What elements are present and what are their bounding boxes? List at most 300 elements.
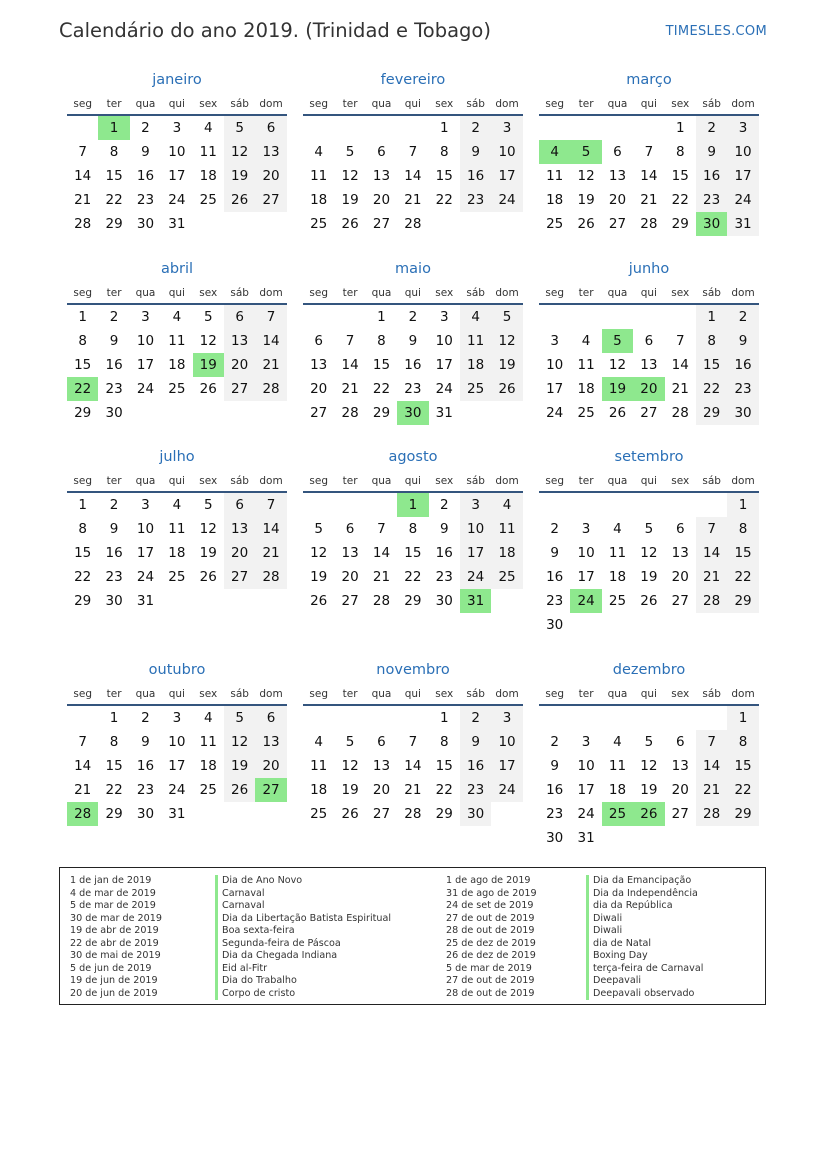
legend-holiday-name: Boa sexta-feira [215, 925, 391, 938]
legend-holiday-name: dia da República [586, 900, 703, 913]
month-11 [539, 662, 759, 850]
day-cell: 20 [310, 381, 328, 397]
empty-cell [366, 116, 397, 140]
day-cell: 20 [224, 541, 255, 565]
weekday-label: dom [495, 688, 519, 700]
day-cell: 24 [136, 569, 155, 585]
day-cell: 24 [136, 381, 155, 397]
day-cell: 3 [550, 333, 559, 349]
legend-holiday-name: Dia da Libertação Batista Espiritual [215, 913, 391, 926]
day-cell: 19 [341, 192, 359, 208]
legend-holiday-date: 5 de mar de 2019 [70, 900, 156, 911]
month-name: fevereiro [380, 72, 446, 88]
day-cell: 8 [408, 521, 418, 537]
day-cell: 19 [224, 164, 255, 188]
day-cell: 6 [314, 333, 323, 349]
day-cell: 10 [168, 734, 186, 750]
day-cell: 15 [74, 545, 92, 561]
day-cell: 17 [577, 569, 595, 585]
legend-right-dates [446, 875, 537, 1000]
empty-cell [570, 116, 601, 140]
week-row [539, 541, 759, 565]
day-cell: 18 [310, 192, 328, 208]
week-row [303, 188, 523, 212]
weekday-label: seg [309, 287, 328, 299]
month-days [303, 305, 523, 425]
day-cell: 9 [550, 758, 559, 774]
empty-cell [602, 493, 633, 517]
empty-cell [303, 706, 334, 730]
day-cell: 8 [675, 144, 685, 160]
empty-cell [539, 116, 570, 140]
weekday-label: sex [435, 475, 454, 487]
day-cell: 7 [696, 517, 727, 541]
legend-holiday-date: 24 de set de 2019 [446, 900, 534, 911]
day-cell: 29 [74, 593, 92, 609]
day-cell: 17 [435, 357, 453, 373]
day-cell: 20 [255, 754, 286, 778]
week-row [67, 706, 287, 730]
weekday-label: qua [607, 287, 628, 299]
weekday-label: ter [106, 98, 122, 110]
day-cell: 3 [172, 120, 182, 136]
weekday-header [539, 285, 759, 305]
day-cell: 21 [341, 381, 359, 397]
legend-holiday-name: Deepavali [586, 975, 703, 988]
day-cell: 7 [345, 333, 355, 349]
day-cell: 11 [168, 333, 186, 349]
weekday-label: qua [607, 688, 628, 700]
weekday-label: dom [495, 287, 519, 299]
holiday-day-cell: 19 [602, 377, 633, 401]
day-cell: 2 [727, 305, 758, 329]
empty-cell [491, 401, 522, 425]
legend-holiday-name: Eid al-Fitr [215, 963, 391, 976]
empty-cell [224, 589, 255, 613]
weekday-label: seg [545, 98, 564, 110]
day-cell: 13 [671, 545, 689, 561]
week-row [67, 730, 287, 754]
day-cell: 18 [460, 353, 491, 377]
day-cell: 10 [435, 333, 453, 349]
day-cell: 25 [310, 806, 328, 822]
day-cell: 30 [105, 405, 123, 421]
empty-cell [334, 706, 365, 730]
empty-cell [224, 802, 255, 826]
day-cell: 29 [105, 806, 123, 822]
day-cell: 8 [109, 734, 119, 750]
week-row [303, 754, 523, 778]
day-cell: 17 [136, 357, 155, 373]
day-cell: 12 [199, 521, 217, 537]
week-row [539, 802, 759, 826]
day-cell: 13 [341, 545, 359, 561]
day-cell: 14 [404, 758, 422, 774]
day-cell: 15 [696, 353, 727, 377]
day-cell: 22 [404, 569, 422, 585]
day-cell: 31 [727, 212, 758, 236]
day-cell: 26 [224, 188, 255, 212]
holiday-day-cell: 22 [67, 377, 98, 401]
empty-cell [633, 305, 664, 329]
legend-holiday-name: Dia da Independência [586, 888, 703, 901]
day-cell: 15 [727, 754, 758, 778]
legend-holiday-name: Carnaval [215, 900, 391, 913]
day-cell: 5 [203, 497, 213, 513]
day-cell: 30 [460, 802, 491, 826]
day-cell: 18 [491, 541, 522, 565]
weekday-label: qui [168, 98, 185, 110]
day-cell: 23 [460, 188, 491, 212]
day-cell: 23 [105, 569, 123, 585]
day-cell: 23 [546, 806, 564, 822]
legend-holiday-name: terça-feira de Carnaval [586, 963, 703, 976]
empty-cell [303, 116, 334, 140]
legend-holiday-date: 20 de jun de 2019 [70, 987, 158, 999]
day-cell: 21 [74, 192, 92, 208]
day-cell: 20 [341, 569, 359, 585]
weekday-label: sáb [230, 98, 249, 110]
day-cell: 22 [727, 565, 758, 589]
day-cell: 14 [696, 541, 727, 565]
day-cell: 6 [224, 305, 255, 329]
weekday-label: sáb [702, 475, 721, 487]
month-7 [303, 449, 523, 613]
week-row [539, 706, 759, 730]
day-cell: 15 [105, 168, 123, 184]
empty-cell [366, 706, 397, 730]
weekday-label: sex [199, 688, 218, 700]
day-cell: 21 [696, 778, 727, 802]
weekday-label: dom [259, 475, 283, 487]
day-cell: 28 [255, 377, 286, 401]
day-cell: 1 [439, 120, 449, 136]
day-cell: 20 [372, 782, 391, 798]
day-cell: 7 [644, 144, 654, 160]
empty-cell [665, 826, 696, 850]
day-cell: 18 [199, 168, 217, 184]
day-cell: 13 [372, 168, 391, 184]
week-row [67, 353, 287, 377]
day-cell: 22 [435, 782, 453, 798]
day-cell: 11 [168, 521, 186, 537]
weekday-label: dom [495, 475, 519, 487]
day-cell: 31 [168, 806, 186, 822]
day-cell: 11 [608, 758, 627, 774]
legend-holiday-name: Boxing Day [586, 950, 703, 963]
weekday-label: sex [671, 98, 690, 110]
day-cell: 30 [546, 830, 564, 846]
day-cell: 9 [408, 333, 418, 349]
legend-holiday-name: Deepavali observado [586, 988, 703, 1001]
holiday-day-cell: 25 [602, 802, 633, 826]
day-cell: 20 [671, 569, 689, 585]
legend-holiday-date: 1 de ago de 2019 [446, 875, 531, 886]
day-cell: 23 [105, 381, 123, 397]
legend-right-names [586, 875, 703, 1000]
weekday-label: qui [404, 287, 421, 299]
day-cell: 8 [109, 144, 119, 160]
day-cell: 1 [675, 120, 685, 136]
legend-holiday-name: dia de Natal [586, 938, 703, 951]
day-cell: 12 [608, 357, 627, 373]
holiday-day-cell: 5 [570, 140, 601, 164]
weekday-header [539, 686, 759, 706]
legend-holiday-name: Segunda-feira de Páscoa [215, 938, 391, 951]
week-row [303, 140, 523, 164]
day-cell: 25 [460, 377, 491, 401]
week-row [67, 329, 287, 353]
day-cell: 17 [168, 168, 186, 184]
day-cell: 26 [199, 569, 217, 585]
day-cell: 4 [491, 493, 522, 517]
day-cell: 14 [696, 754, 727, 778]
empty-cell [633, 706, 664, 730]
day-cell: 7 [255, 493, 286, 517]
day-cell: 9 [727, 329, 758, 353]
day-cell: 8 [439, 144, 449, 160]
empty-cell [602, 706, 633, 730]
day-cell: 13 [608, 168, 627, 184]
day-cell: 29 [74, 405, 92, 421]
holiday-day-cell: 1 [98, 116, 129, 140]
day-cell: 26 [341, 806, 359, 822]
day-cell: 29 [404, 593, 422, 609]
day-cell: 31 [136, 593, 155, 609]
weekday-header [539, 473, 759, 493]
day-cell: 1 [727, 706, 758, 730]
empty-cell [255, 401, 286, 425]
day-cell: 27 [255, 188, 286, 212]
day-cell: 2 [408, 309, 418, 325]
month-name: janeiro [152, 72, 202, 88]
day-cell: 21 [696, 565, 727, 589]
day-cell: 23 [136, 192, 155, 208]
month-name: junho [628, 261, 670, 277]
legend-holiday-date: 30 de mai de 2019 [70, 950, 161, 961]
day-cell: 4 [172, 309, 182, 325]
day-cell: 28 [404, 216, 422, 232]
day-cell: 7 [78, 144, 87, 160]
day-cell: 12 [310, 545, 328, 561]
weekday-label: sáb [466, 98, 485, 110]
day-cell: 30 [136, 216, 155, 232]
empty-cell [303, 493, 334, 517]
day-cell: 13 [671, 758, 689, 774]
legend-holiday-date: 25 de dez de 2019 [446, 937, 536, 949]
day-cell: 8 [727, 730, 758, 754]
week-row [539, 754, 759, 778]
day-cell: 23 [136, 782, 155, 798]
day-cell: 27 [224, 377, 255, 401]
day-cell: 1 [109, 710, 119, 726]
day-cell: 16 [136, 168, 155, 184]
weekday-label: dom [731, 475, 755, 487]
week-row [67, 589, 287, 613]
day-cell: 12 [640, 545, 658, 561]
empty-cell [633, 613, 664, 637]
day-cell: 15 [671, 168, 689, 184]
day-cell: 30 [546, 617, 564, 633]
day-cell: 25 [546, 216, 564, 232]
day-cell: 24 [727, 188, 758, 212]
month-3 [67, 261, 287, 425]
day-cell: 10 [168, 144, 186, 160]
legend-holiday-date: 5 de jun de 2019 [70, 962, 152, 974]
day-cell: 9 [460, 730, 491, 754]
weekday-label: dom [259, 688, 283, 700]
day-cell: 3 [491, 116, 522, 140]
day-cell: 3 [439, 309, 449, 325]
day-cell: 5 [644, 521, 654, 537]
day-cell: 1 [78, 309, 87, 325]
legend-holiday-name: Dia do Trabalho [215, 975, 391, 988]
day-cell: 24 [491, 188, 522, 212]
day-cell: 11 [310, 168, 328, 184]
day-cell: 3 [581, 734, 591, 750]
weekday-label: seg [545, 475, 564, 487]
day-cell: 12 [577, 168, 595, 184]
day-cell: 27 [608, 216, 627, 232]
day-cell: 3 [460, 493, 491, 517]
weekday-label: seg [545, 688, 564, 700]
day-cell: 8 [78, 521, 87, 537]
day-cell: 12 [341, 758, 359, 774]
day-cell: 2 [550, 734, 559, 750]
week-row [539, 613, 759, 637]
week-row [67, 778, 287, 802]
week-row [303, 541, 523, 565]
day-cell: 23 [727, 377, 758, 401]
week-row [303, 802, 523, 826]
month-name: outubro [148, 662, 206, 678]
week-row [303, 401, 523, 425]
day-cell: 18 [608, 782, 627, 798]
day-cell: 14 [341, 357, 359, 373]
day-cell: 14 [255, 517, 286, 541]
day-cell: 19 [199, 545, 217, 561]
day-cell: 24 [546, 405, 564, 421]
day-cell: 9 [109, 333, 119, 349]
day-cell: 6 [377, 144, 386, 160]
day-cell: 20 [224, 353, 255, 377]
day-cell: 16 [105, 357, 123, 373]
day-cell: 14 [372, 545, 391, 561]
month-days [539, 493, 759, 637]
day-cell: 27 [224, 565, 255, 589]
empty-cell [539, 493, 570, 517]
holiday-day-cell: 20 [633, 377, 664, 401]
empty-cell [696, 613, 727, 637]
day-cell: 16 [460, 164, 491, 188]
weekday-label: sex [199, 98, 218, 110]
month-9 [67, 662, 287, 826]
week-row [539, 377, 759, 401]
empty-cell [539, 305, 570, 329]
month-name: setembro [614, 449, 684, 465]
day-cell: 15 [435, 758, 453, 774]
weekday-label: qui [640, 475, 657, 487]
day-cell: 10 [577, 758, 595, 774]
holiday-day-cell: 24 [570, 589, 601, 613]
day-cell: 17 [491, 754, 522, 778]
weekday-label: sáb [466, 475, 485, 487]
weekday-label: sáb [702, 287, 721, 299]
day-cell: 6 [255, 706, 286, 730]
day-cell: 3 [172, 710, 182, 726]
day-cell: 17 [136, 545, 155, 561]
day-cell: 8 [377, 333, 386, 349]
month-days [67, 116, 287, 236]
day-cell: 2 [460, 706, 491, 730]
weekday-label: sáb [230, 688, 249, 700]
weekday-label: seg [73, 475, 92, 487]
weekday-label: ter [106, 287, 122, 299]
day-cell: 25 [577, 405, 595, 421]
legend-holiday-date: 19 de abr de 2019 [70, 925, 159, 936]
week-row [539, 140, 759, 164]
week-row [67, 565, 287, 589]
empty-cell [460, 401, 491, 425]
day-cell: 16 [136, 758, 155, 774]
week-row [67, 493, 287, 517]
day-cell: 16 [546, 782, 564, 798]
week-row [303, 589, 523, 613]
week-row [303, 116, 523, 140]
day-cell: 25 [491, 565, 522, 589]
empty-cell [570, 706, 601, 730]
day-cell: 5 [203, 309, 213, 325]
month-2 [539, 72, 759, 236]
day-cell: 29 [671, 216, 689, 232]
day-cell: 30 [105, 593, 123, 609]
month-days [303, 116, 523, 236]
day-cell: 2 [439, 497, 449, 513]
day-cell: 2 [109, 309, 119, 325]
day-cell: 4 [203, 710, 213, 726]
brand-link[interactable]: TIMESLES.COM [665, 24, 767, 39]
day-cell: 10 [136, 333, 155, 349]
week-row [67, 754, 287, 778]
day-cell: 28 [671, 405, 689, 421]
legend-holiday-name: Carnaval [215, 888, 391, 901]
empty-cell [67, 706, 98, 730]
day-cell: 1 [696, 305, 727, 329]
day-cell: 4 [613, 734, 622, 750]
week-row [539, 212, 759, 236]
day-cell: 24 [577, 806, 595, 822]
day-cell: 15 [435, 168, 453, 184]
weekday-label: sex [671, 475, 690, 487]
week-row [67, 305, 287, 329]
day-cell: 16 [404, 357, 422, 373]
weekday-label: qua [135, 287, 156, 299]
day-cell: 17 [168, 758, 186, 774]
day-cell: 4 [460, 305, 491, 329]
weekday-header [539, 96, 759, 116]
weekday-label: qua [371, 688, 392, 700]
week-row [303, 329, 523, 353]
day-cell: 29 [727, 589, 758, 613]
week-row [303, 706, 523, 730]
day-cell: 28 [696, 802, 727, 826]
empty-cell [255, 802, 286, 826]
day-cell: 3 [141, 309, 150, 325]
day-cell: 5 [224, 706, 255, 730]
day-cell: 31 [168, 216, 186, 232]
day-cell: 10 [136, 521, 155, 537]
weekday-label: sáb [466, 688, 485, 700]
